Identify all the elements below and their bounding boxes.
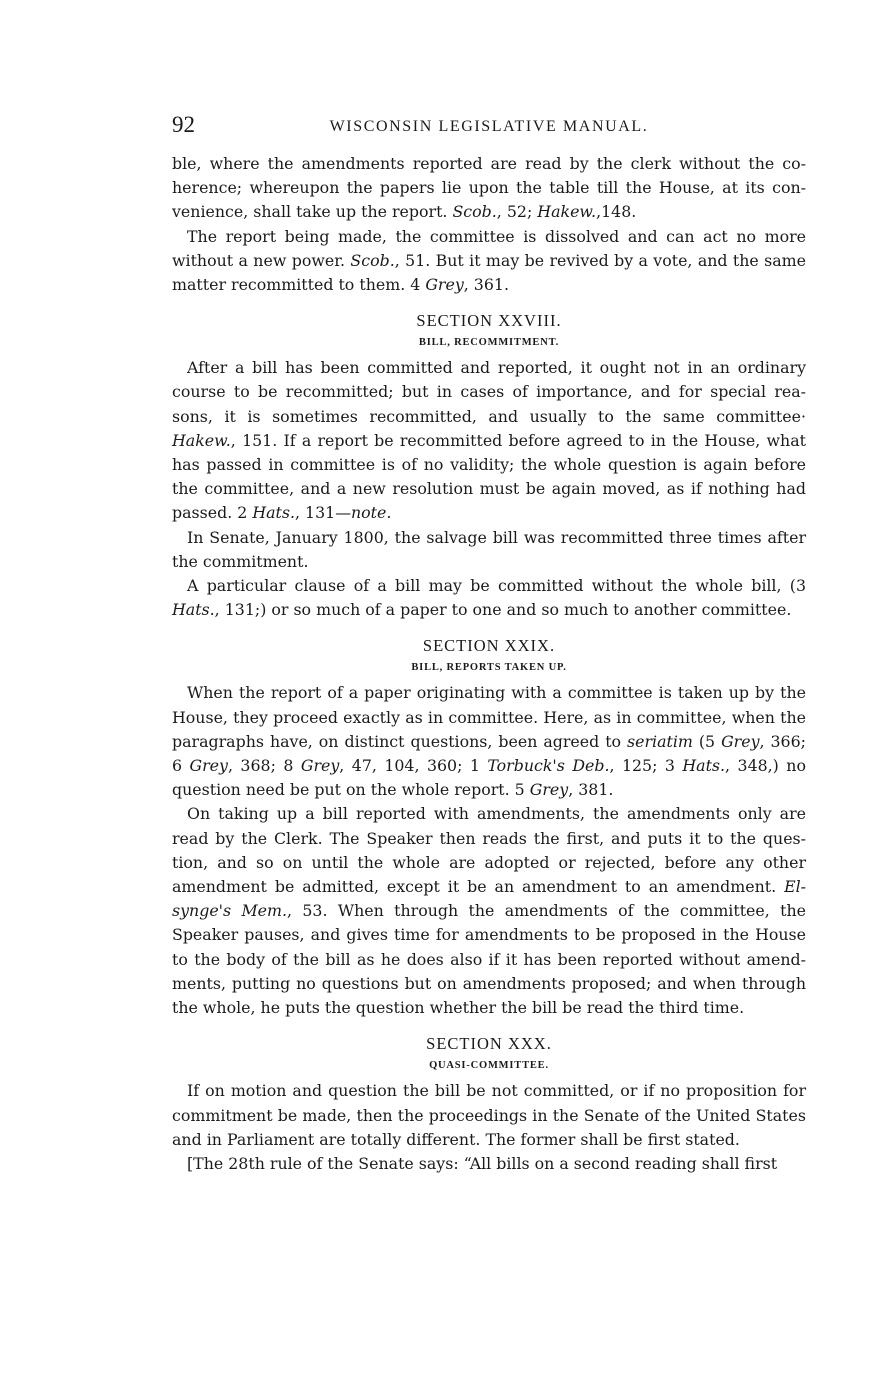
citation-text: Grey	[721, 731, 760, 751]
section-title: SECTION XXIX.	[422, 636, 556, 656]
citation-text: Hakew.	[172, 430, 231, 450]
section-title: SECTION XXVIII.	[416, 311, 562, 331]
body-text: , 131—	[295, 503, 351, 523]
body-text: The report being made, the committee is dissolved and can act no more without a new power.	[172, 226, 806, 270]
citation-text: seriatim	[627, 731, 693, 751]
body-text: , 366; 6	[172, 731, 806, 776]
body-text: , 131;) or so much of a paper to one and so much to another committee.	[214, 600, 792, 620]
citation-text: Grey	[189, 756, 228, 776]
body-text: After a bill has been committed and reported, it ought not in an ordinary course to be recommitted; but in cases of importance, and for special rea- sons, it is sometimes recommitted, and usually to the same committee·	[172, 358, 806, 426]
paragraph	[172, 526, 806, 574]
paragraph	[172, 1152, 806, 1176]
citation-text: Hakew.	[537, 202, 597, 222]
body-text: , 151. If a report be recommitted before agreed to in the House, what has passed in committee is of no validity; the whole question is again before the committee, and a new resolution must be again moved, as if nothing had passed. 2	[172, 430, 806, 523]
body-text: , 53. When through the amendments of the committee, the Speaker pauses, and gives time for amendments to be proposed in the House to the body of the bill as he does also if it has been reported without amend- ments, putting no questions but on amendments proposed; and when through the whole, he puts the question whether the bill be read the third time.	[172, 901, 806, 1018]
citation-text: Grey	[529, 780, 569, 800]
citation-text: note.	[351, 503, 392, 523]
citation-text: Torbuck's Deb.	[487, 756, 610, 776]
body-text: , 381.	[568, 780, 614, 800]
paragraph	[172, 574, 806, 622]
citation-text: Hats.	[172, 600, 215, 620]
citation-text: Hats.	[682, 756, 726, 776]
paragraph	[172, 802, 806, 1020]
body-text: , 52;	[496, 202, 538, 222]
body-text: , 348,) no question need be put on the whole report. 5	[172, 756, 806, 800]
body-text: A particular clause of a bill may be committed without the whole bill, (3	[187, 576, 806, 596]
body-text: [The 28th rule of the Senate says: “All bills on a second reading shall first	[187, 1153, 778, 1173]
running-title: WISCONSIN LEGISLATIVE MANUAL.	[329, 118, 649, 135]
document-page	[172, 112, 806, 1176]
body-text: , 361.	[463, 275, 509, 295]
paragraph	[172, 1079, 806, 1152]
citation-text: Scob.	[452, 202, 497, 222]
running-head	[172, 112, 806, 146]
body-text: , 47, 104, 360; 1	[339, 756, 488, 776]
body-text: (5	[692, 731, 722, 751]
paragraph	[172, 681, 806, 802]
body-text: , 125; 3	[609, 756, 683, 776]
page-number: 92	[172, 112, 195, 137]
body-text: , 368; 8	[227, 756, 301, 776]
body-text: In Senate, January 1800, the salvage bill was recommitted three times after the commitment.	[172, 527, 806, 571]
paragraph	[172, 152, 806, 225]
body-text: , 51. But it may be revived by a vote, and the same matter recommitted to them. 4	[172, 250, 806, 295]
body-text: ,148.	[596, 202, 637, 222]
body-text: If on motion and question the bill be not committed, or if no proposition for commitment be made, then the proceedings in the Senate of the United States and in Parliament are totally different. The former shall be first stated.	[172, 1081, 806, 1149]
body-text: When the report of a paper originating with a committee is taken up by the House, they proceed exactly as in committee. Here, as in committee, when the paragraphs have, on distinct questions, been agreed to	[172, 683, 806, 751]
citation-text: Grey	[300, 756, 340, 776]
body-text: On taking up a bill reported with amendments, the amendments only are read by the Clerk. The Speaker then reads the first, and puts it to the ques- tion, and so on until the whole are adopted or rejected, before any other amendment be admitted, except it be an amendment to an amendment.	[172, 804, 806, 897]
section-subtitle: BILL, REPORTS TAKEN UP.	[411, 662, 567, 674]
citation-text: El- synge's Mem.	[172, 877, 806, 921]
paragraph	[172, 225, 806, 298]
paragraph	[172, 356, 806, 525]
section-subtitle: BILL, RECOMMITMENT.	[418, 337, 560, 349]
citation-text: Scob.	[350, 250, 395, 270]
citation-text: Grey	[425, 275, 464, 295]
section-title: SECTION XXX.	[426, 1034, 552, 1054]
citation-text: Hats.	[252, 503, 295, 523]
section-subtitle: QUASI-COMMITTEE.	[429, 1060, 549, 1072]
body-text: ble, where the amendments reported are read by the clerk without the co- herence; whereupon the papers lie upon the table till the House, at its con- venience, shall take up the report.	[172, 154, 806, 222]
